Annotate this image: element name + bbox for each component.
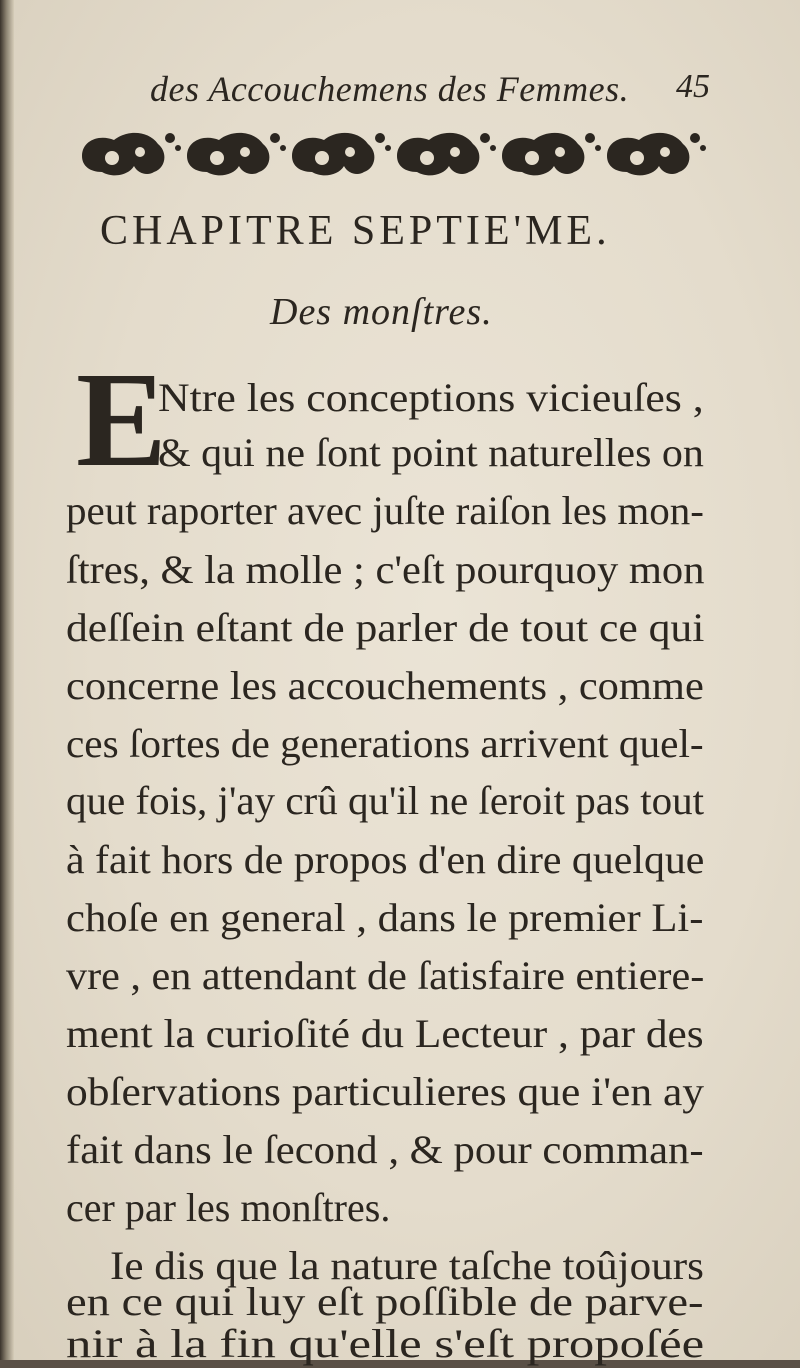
body-line: ment la curioſité du Lecteur , par des <box>66 1011 704 1056</box>
body-line: peut raporter avec juſte raiſon les mon- <box>66 488 704 533</box>
body-line: vre , en attendant de ſatisfaire entiere- <box>66 953 705 998</box>
page-number: 45 <box>676 68 710 105</box>
section-title: Des monſtres. <box>270 291 493 333</box>
body-line: Ie dis que la nature taſche toûjours <box>110 1243 704 1288</box>
drop-cap: E <box>76 345 167 495</box>
body-line: fait dans le ſecond , & pour comman- <box>66 1127 704 1172</box>
body-line: Ntre les conceptions vicieuſes , <box>158 375 704 420</box>
chapter-title: CHAPITRE SEPTIE'ME. <box>100 208 611 254</box>
body-line: nir à la fin qu'elle s'eſt propoſée <box>66 1321 705 1366</box>
ornament-band <box>78 122 708 180</box>
body-line: obſervations particulieres que i'en ay <box>66 1069 704 1114</box>
body-line: concerne les accouchements , comme <box>66 663 704 708</box>
running-head: des Accouchemens des Femmes. <box>150 69 630 109</box>
page-gutter <box>0 0 14 1360</box>
body-line: ſtres, & la molle ; c'eſt pourquoy mon <box>66 547 705 592</box>
page-header <box>150 68 710 116</box>
body-line: à fait hors de propos d'en dire quelque <box>66 837 705 882</box>
body-line: & qui ne ſont point naturelles on <box>158 430 704 475</box>
body-line: deſſein eſtant de parler de tout ce qui <box>66 605 705 650</box>
body-line: choſe en general , dans le premier Li- <box>66 895 704 940</box>
body-line: en ce qui luy eſt poſſible de parve- <box>66 1279 704 1324</box>
ornament-motif <box>82 133 181 175</box>
body-line: que fois, j'ay crû qu'il ne ſeroit pas tout <box>66 778 705 823</box>
body-line: cer par les monſtres. <box>66 1185 391 1230</box>
body-line: ces ſortes de generations arrivent quel- <box>66 721 704 766</box>
